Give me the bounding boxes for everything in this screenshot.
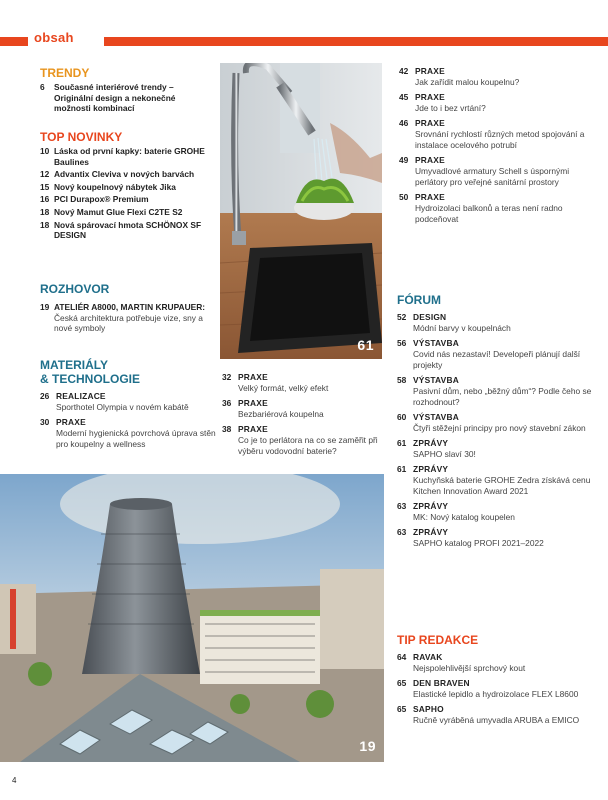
toc-entry[interactable] (397, 527, 602, 549)
right-column-praxe-entries (399, 66, 599, 229)
toc-kicker: PRAXE (415, 66, 445, 76)
toc-page-number: 49 (399, 155, 409, 165)
photo-page-number: 19 (359, 738, 376, 754)
toc-kicker: VÝSTAVBA (413, 412, 459, 422)
toc-description: Bezbariérová koupelna (238, 409, 324, 419)
section-rozhovor (40, 282, 215, 334)
cooling-tower-illustration (0, 474, 384, 762)
toc-description: Sporthotel Olympia v novém kabátě (56, 402, 189, 412)
toc-page-number: 63 (397, 501, 407, 511)
toc-entry[interactable] (40, 82, 210, 114)
toc-entry-title: Láska od první kapky: baterie GROHE Baulines (54, 146, 205, 167)
section-materialy (40, 358, 220, 454)
section-title-materialy-line1: MATERIÁLY (40, 358, 109, 372)
toc-entry[interactable] (40, 220, 215, 241)
toc-page-number: 32 (222, 372, 232, 382)
toc-page-number: 65 (397, 678, 407, 688)
toc-page-number: 38 (222, 424, 232, 434)
header-accent-bar-left (0, 37, 28, 46)
toc-page-number: 64 (397, 652, 407, 662)
toc-entry[interactable] (399, 155, 599, 188)
toc-kicker: VÝSTAVBA (413, 375, 459, 385)
toc-page-number: 46 (399, 118, 409, 128)
toc-description: Pasivní dům, nebo „běžný dům“? Podle čeho se rozhodnout? (413, 386, 592, 407)
toc-entry[interactable] (397, 704, 602, 726)
toc-entry[interactable] (40, 302, 215, 334)
section-title-materialy-line2: & TECHNOLOGIE (40, 372, 141, 386)
toc-page-number: 19 (40, 302, 50, 312)
toc-kicker: DESIGN (413, 312, 447, 322)
toc-page-number: 52 (397, 312, 407, 322)
toc-page-number: 50 (399, 192, 409, 202)
toc-entry[interactable] (222, 424, 387, 457)
toc-page-number: 58 (397, 375, 407, 385)
toc-page-number: 45 (399, 92, 409, 102)
toc-entry[interactable] (397, 438, 602, 460)
toc-entry[interactable] (399, 92, 599, 114)
toc-entry[interactable] (222, 372, 387, 394)
toc-page-number: 61 (397, 438, 407, 448)
section-title-rozhovor: ROZHOVOR (40, 282, 110, 296)
toc-description: Co je to perlátora na co se zaměřit při výběru vodovodní baterie? (238, 435, 378, 456)
toc-entry[interactable] (399, 192, 599, 225)
toc-entry-title: Nová spárovací hmota SCHÖNOX SF DESIGN (54, 219, 202, 241)
toc-description: SAPHO slaví 30! (413, 449, 476, 459)
toc-description: Moderní hygienická povrchová úprava stěn pro koupelny a wellness (56, 428, 216, 449)
toc-description: Jde to i bez vrtání? (415, 103, 486, 113)
toc-kicker: PRAXE (415, 155, 445, 165)
toc-description: Módní barvy v koupelnách (413, 323, 511, 333)
toc-description: Hydroizolaci balkonů a teras není radno podceňovat (415, 203, 563, 224)
toc-kicker: DEN BRAVEN (413, 678, 470, 688)
toc-entry-title: Advantix Cleviva v nových barvách (54, 169, 195, 180)
toc-kicker: ZPRÁVY (413, 438, 449, 448)
toc-kicker: RAVAK (413, 652, 443, 662)
toc-entry[interactable] (397, 464, 602, 497)
toc-kicker: PRAXE (415, 118, 445, 128)
page-number: 4 (12, 776, 17, 785)
toc-description: Jak zařídit malou koupelnu? (415, 77, 520, 87)
toc-description: Ručně vyráběná umyvadla ARUBA a EMICO (413, 715, 580, 725)
section-tip-redakce (397, 633, 602, 730)
toc-entry[interactable] (40, 207, 215, 218)
toc-page-number: 12 (40, 169, 50, 180)
toc-page-number: 18 (40, 206, 50, 217)
toc-description: MK: Nový katalog koupelen (413, 512, 515, 522)
toc-entry[interactable] (40, 169, 215, 180)
toc-entry[interactable] (40, 417, 220, 450)
toc-kicker: ZPRÁVY (413, 501, 449, 511)
toc-page-number: 10 (40, 146, 50, 156)
page-title: obsah (34, 30, 74, 45)
section-trendy (40, 66, 210, 114)
toc-entry[interactable] (40, 146, 215, 167)
toc-page-number: 16 (40, 194, 50, 205)
toc-entry[interactable] (397, 338, 602, 371)
toc-entry[interactable] (222, 398, 387, 420)
section-title-tip-redakce: TIP REDAKCE (397, 633, 479, 647)
cooling-tower-architecture-photo (0, 474, 384, 762)
toc-page-number: 65 (397, 704, 407, 714)
toc-page-number: 6 (40, 82, 45, 92)
toc-page-number: 56 (397, 338, 407, 348)
toc-kicker: REALIZACE (56, 391, 106, 401)
toc-kicker: ZPRÁVY (413, 527, 449, 537)
section-title-top-novinky: TOP NOVINKY (40, 130, 123, 144)
toc-kicker: PRAXE (238, 424, 268, 434)
toc-entry[interactable] (397, 412, 602, 434)
toc-description: Čtyři stěžejní principy pro nový stavební zákon (413, 423, 586, 433)
toc-page-number: 15 (40, 181, 50, 192)
toc-description: Srovnání rychlostí různých metod spojování a instalace ocelového potrubí (415, 129, 585, 150)
toc-entry[interactable] (399, 118, 599, 151)
toc-entry-title: Současné interiérové trendy – Originální design a nekonečné možnosti kombinací (54, 82, 176, 114)
toc-description: Covid nás nezastaví! Developeři plánují další projekty (413, 349, 581, 370)
kitchen-faucet-illustration (220, 63, 382, 359)
kitchen-faucet-photo (220, 63, 382, 359)
toc-entry[interactable] (40, 182, 215, 193)
toc-kicker: PRAXE (415, 192, 445, 202)
toc-entry[interactable] (397, 375, 602, 408)
toc-entry[interactable] (399, 66, 599, 88)
toc-entry-title: Nový Mamut Glue Flexi C2TE S2 (54, 206, 183, 217)
toc-kicker: PRAXE (415, 92, 445, 102)
photo-page-number: 61 (357, 337, 374, 353)
toc-description: Velký formát, velký efekt (238, 383, 329, 393)
toc-description: Elastické lepidlo a hydroizolace FLEX L8600 (413, 689, 579, 699)
toc-entry[interactable] (397, 652, 602, 674)
toc-description: Kuchyňská baterie GROHE Zedra získává cenu Kitchen Innovation Award 2021 (413, 475, 591, 496)
toc-page-number: 60 (397, 412, 407, 422)
toc-description: Umyvadlové armatury Schell s úspornými perlátory pro veřejné sanitární prostory (415, 166, 570, 187)
toc-page-number: 18 (40, 219, 50, 230)
toc-page-number: 42 (399, 66, 409, 76)
toc-entry[interactable] (40, 194, 215, 205)
toc-page-number: 30 (40, 417, 50, 427)
middle-column-entries (222, 372, 387, 461)
toc-entry-title: PCI Durapox® Premium (54, 194, 149, 205)
toc-kicker: PRAXE (238, 372, 268, 382)
section-top-novinky (40, 130, 215, 241)
section-title-trendy: TRENDY (40, 66, 90, 80)
header-accent-bar-right (104, 37, 608, 46)
toc-page-number: 26 (40, 391, 50, 401)
section-title-forum: FÓRUM (397, 293, 441, 307)
toc-entry[interactable] (397, 678, 602, 700)
toc-entry-subtitle: Česká architektura potřebuje vize, sny a nové symboly (54, 312, 203, 334)
toc-page-number: 61 (397, 464, 407, 474)
toc-page-number: 63 (397, 527, 407, 537)
toc-page-number: 36 (222, 398, 232, 408)
toc-entry-title: ATELIÉR A8000, MARTIN KRUPAUER: (54, 302, 206, 312)
toc-entry[interactable] (397, 312, 602, 334)
toc-description: SAPHO katalog PROFI 2021–2022 (413, 538, 544, 548)
toc-entry[interactable] (397, 501, 602, 523)
toc-kicker: PRAXE (56, 417, 86, 427)
toc-kicker: VÝSTAVBA (413, 338, 459, 348)
toc-kicker: PRAXE (238, 398, 268, 408)
toc-description: Nejspolehlivější sprchový kout (413, 663, 526, 673)
toc-kicker: SAPHO (413, 704, 444, 714)
toc-kicker: ZPRÁVY (413, 464, 449, 474)
toc-entry[interactable] (40, 391, 220, 413)
section-forum (397, 293, 602, 553)
toc-entry-title: Nový koupelnový nábytek Jika (54, 181, 176, 192)
